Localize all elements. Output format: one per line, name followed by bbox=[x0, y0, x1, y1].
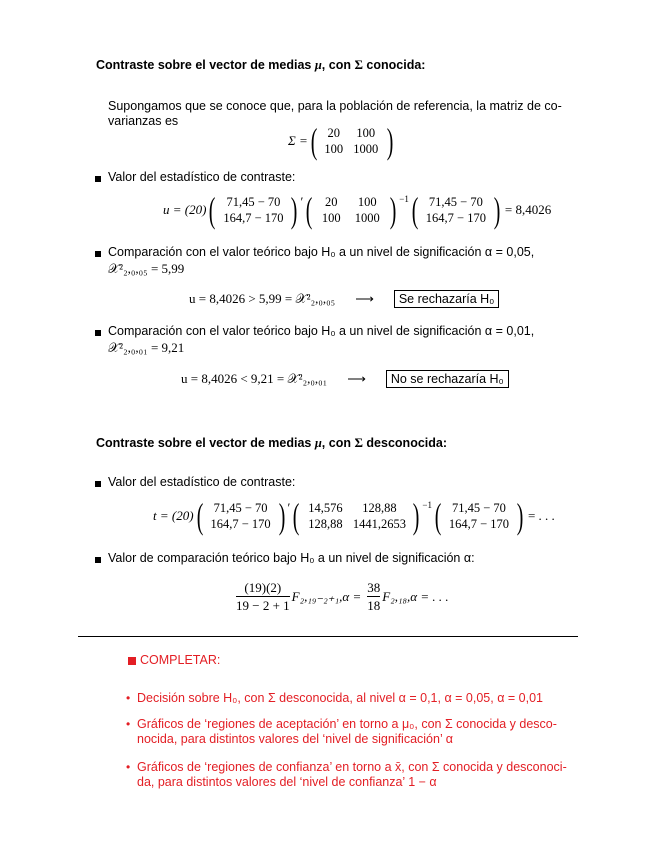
left-paren: ( bbox=[293, 496, 300, 536]
comparison-expr: u = 8,4026 < 9,21 = 𝒳²₂,₀,₀₁ bbox=[181, 371, 328, 386]
f-distribution: F₂,₁₉₋₂₊₁,α = bbox=[291, 589, 362, 604]
vector-cell: 71,45 − 70 bbox=[452, 500, 506, 515]
right-paren: ) bbox=[291, 190, 298, 230]
left-paren: ( bbox=[310, 121, 318, 161]
u-equation bbox=[163, 192, 551, 228]
t-lhs: t = (20) bbox=[153, 508, 194, 523]
matrix-cell: 1000 bbox=[353, 141, 379, 156]
heading-text: conocida: bbox=[362, 58, 426, 72]
decision-box: No se rechazaría H₀ bbox=[386, 370, 509, 388]
completar-item-2-line-2: nocida, para distintos valores del ‘nivel de significación’ α bbox=[137, 732, 453, 746]
completar-item-3-line-1: Gráficos de ‘regiones de confianza’ en torno a x̄, con Σ conocida y desconoci- bbox=[137, 760, 567, 774]
mu-symbol: μ bbox=[314, 58, 322, 72]
left-paren: ( bbox=[434, 496, 442, 536]
fraction-numerator: (19)(2) bbox=[244, 580, 282, 595]
vector-a bbox=[444, 501, 514, 532]
matrix-cell: 100 bbox=[356, 125, 376, 140]
t-result: = . . . bbox=[527, 508, 555, 523]
right-paren: ) bbox=[413, 496, 420, 536]
intro-line-2: varianzas es bbox=[108, 114, 179, 128]
vector-cell: 164,7 − 170 bbox=[448, 516, 510, 531]
bullet2-line-2: 𝒳²₂,₀,₀₅ = 5,99 bbox=[108, 261, 185, 276]
vector-cell: 71,45 − 70 bbox=[213, 500, 268, 515]
vector-cell: 164,7 − 170 bbox=[425, 210, 486, 225]
vector-a bbox=[218, 195, 288, 226]
bullet-dot-icon: • bbox=[126, 691, 131, 705]
section1-heading bbox=[96, 57, 425, 73]
heading-text: desconocida: bbox=[362, 436, 447, 450]
u-matrix bbox=[315, 195, 387, 226]
vector-a bbox=[421, 195, 491, 226]
arrow-icon: ⟶ bbox=[355, 291, 374, 306]
bullet-square bbox=[95, 176, 101, 182]
divider bbox=[78, 636, 578, 637]
red-square-icon bbox=[128, 657, 136, 665]
completar-item-3-line-2: da, para distintos valores del ‘nivel de confianza’ 1 − α bbox=[137, 775, 437, 789]
vector-cell: 71,45 − 70 bbox=[428, 194, 483, 209]
matrix-cell: 1441,2653 bbox=[352, 516, 406, 531]
right-paren: ) bbox=[389, 190, 397, 230]
left-paren: ( bbox=[411, 190, 419, 230]
completar-title: COMPLETAR: bbox=[140, 653, 221, 667]
right-paren: ) bbox=[516, 496, 524, 536]
sigma-matrix bbox=[320, 126, 384, 157]
arrow-icon: ⟶ bbox=[347, 371, 366, 386]
bullet3-line-1: Comparación con el valor teórico bajo H₀ a un nivel de significación α = 0,01, bbox=[108, 324, 535, 338]
right-paren: ) bbox=[493, 190, 501, 230]
heading-text: , con bbox=[321, 58, 355, 72]
vector-cell: 164,7 − 170 bbox=[223, 210, 284, 225]
t-matrix bbox=[302, 501, 410, 532]
left-paren: ( bbox=[196, 496, 203, 536]
inverse-mark: −1 bbox=[422, 500, 432, 510]
section2-heading bbox=[96, 435, 447, 451]
completar-item-2-line-1: Gráficos de ‘regiones de aceptación’ en torno a μ₀, con Σ conocida y desco- bbox=[137, 717, 557, 731]
mu-symbol: μ bbox=[314, 436, 322, 450]
matrix-cell: 20 bbox=[327, 125, 340, 140]
matrix-cell: 100 bbox=[324, 141, 344, 156]
matrix-cell: 100 bbox=[321, 210, 341, 225]
right-paren: ) bbox=[386, 121, 394, 161]
heading-text: Contraste sobre el vector de medias bbox=[96, 436, 315, 450]
bullet-square bbox=[95, 481, 101, 487]
bullet-dot-icon: • bbox=[126, 717, 131, 731]
t-equation bbox=[153, 498, 555, 534]
heading-text: Contraste sobre el vector de medias bbox=[96, 58, 315, 72]
matrix-cell: 20 bbox=[325, 194, 338, 209]
matrix-cell: 128,88 bbox=[308, 516, 343, 531]
bullet2-line-1: Comparación con el valor teórico bajo H₀ a un nivel de significación α = 0,05, bbox=[108, 245, 535, 259]
transpose-mark: ′ bbox=[300, 194, 304, 209]
decision-box: Se rechazaría H₀ bbox=[394, 290, 500, 308]
matrix-cell: 100 bbox=[357, 194, 377, 209]
left-paren: ( bbox=[209, 190, 216, 230]
bullet1-text: Valor del estadístico de contraste: bbox=[108, 170, 296, 184]
matrix-cell: 128,88 bbox=[362, 500, 397, 515]
left-paren: ( bbox=[305, 190, 313, 230]
sigma-symbol: Σ bbox=[354, 57, 363, 72]
u-result: = 8,4026 bbox=[504, 202, 552, 217]
sigma-equation bbox=[288, 123, 396, 159]
bullet-square bbox=[95, 557, 101, 563]
s2-bullet1-text: Valor del estadístico de contraste: bbox=[108, 475, 296, 489]
right-paren: ) bbox=[278, 496, 285, 536]
intro-line-1: Supongamos que se conoce que, para la población de referencia, la matriz de co- bbox=[108, 99, 562, 113]
comparison-1 bbox=[189, 290, 499, 308]
f-distribution: F₂,₁₈,α = . . . bbox=[382, 589, 449, 604]
matrix-cell: 1000 bbox=[354, 210, 380, 225]
completar-item-1: Decisión sobre H₀, con Σ desconocida, al nivel α = 0,1, α = 0,05, α = 0,01 bbox=[137, 691, 543, 705]
fraction-denominator: 19 − 2 + 1 bbox=[236, 598, 290, 613]
vector-cell: 164,7 − 170 bbox=[210, 516, 271, 531]
u-lhs: u = (20) bbox=[163, 202, 207, 217]
matrix-cell: 14,576 bbox=[308, 500, 343, 515]
fraction bbox=[236, 580, 290, 614]
heading-text: , con bbox=[321, 436, 355, 450]
bullet-square bbox=[95, 251, 101, 257]
fraction bbox=[367, 580, 380, 614]
vector-a bbox=[206, 501, 276, 532]
fraction-numerator: 38 bbox=[367, 580, 381, 595]
vector-cell: 71,45 − 70 bbox=[226, 194, 281, 209]
sigma-lhs: Σ = bbox=[288, 133, 308, 148]
fraction-denominator: 18 bbox=[367, 598, 381, 613]
bullet3-line-2: 𝒳²₂,₀,₀₁ = 9,21 bbox=[108, 340, 185, 355]
bullet-square bbox=[95, 330, 101, 336]
s2-bullet2-text: Valor de comparación teórico bajo H₀ a un nivel de significación α: bbox=[108, 551, 475, 565]
transpose-mark: ′ bbox=[287, 500, 291, 515]
comparison-expr: u = 8,4026 > 5,99 = 𝒳²₂,₀,₀₅ bbox=[189, 291, 336, 306]
comparison-2 bbox=[181, 370, 509, 388]
bullet-dot-icon: • bbox=[126, 760, 131, 774]
sigma-symbol: Σ bbox=[354, 435, 363, 450]
f-equation bbox=[236, 580, 449, 614]
inverse-mark: −1 bbox=[399, 194, 409, 204]
